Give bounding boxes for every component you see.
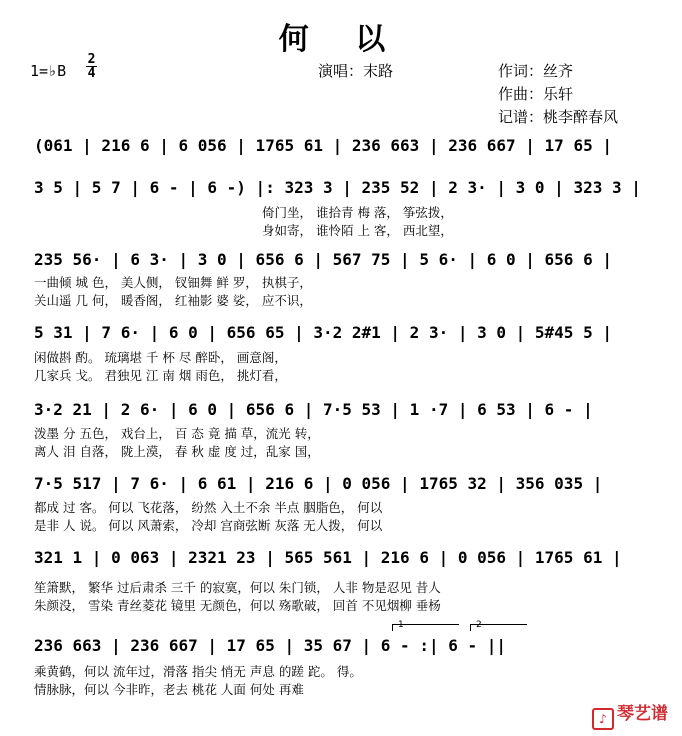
song-title: 何 以: [278, 22, 404, 57]
score-row-7-notes: 321 1 | 0 063 | 2321 23 | 565 561 | 216 6 | 0 056 | 1765 61 |: [34, 548, 622, 567]
transcriber-credit: 记谱：桃李醉春风: [498, 108, 619, 126]
score-row-5-notes: 3·2 21 | 2 6· | 6 0 | 656 6 | 7·5 53 | 1 ·7 | 6 53 | 6 - |: [34, 400, 593, 419]
singer-credit: 演唱：末路: [318, 62, 394, 80]
score-row-8-lyrics-verse2: 情脉脉，何以 今非昨，老去 桃花 人面 何处 再难: [34, 682, 304, 697]
score-row-3-lyrics-verse1: 一曲倾 城 色， 美人侧， 钗钿舞 鲜 罗， 执棋子，: [34, 275, 312, 290]
score-row-6-lyrics-verse2: 是非 人 说。 何以 风萧索， 冷却 宫商弦断 灰落 无人拨， 何以: [34, 518, 383, 533]
key-signature: 1=♭B: [30, 62, 67, 80]
score-row-5-lyrics-verse2: 离人 泪 自落， 陇上漠， 春 秋 虚 度 过，乱家 国，: [34, 444, 320, 459]
score-row-6-notes: 7·5 517 | 7 6· | 6 61 | 216 6 | 0 056 | 1765 32 | 356 035 |: [34, 474, 603, 493]
score-row-6-lyrics-verse1: 都成 过 客。 何以 飞花落， 纷然 入土不余 半点 胭脂色， 何以: [34, 500, 383, 515]
score-row-5-lyrics-verse1: 泼墨 分 五色， 戏台上， 百 态 竟 描 草，流光 转，: [34, 426, 320, 441]
volta-first-bracket: [392, 624, 459, 631]
score-row-7-lyrics-verse2: 朱颜没， 雪染 青丝菱花 镜里 无颜色，何以 殇歌破， 回首 不见烟柳 垂杨: [34, 598, 441, 613]
time-signature-denominator: 4: [87, 66, 96, 81]
score-row-4-lyrics-verse1: 闲做斟 酌。 琉璃堪 千 杯 尽 醉卧， 画意阁，: [34, 350, 287, 365]
volta-first-label: 1: [398, 620, 404, 630]
volta-second-label: 2: [476, 620, 482, 630]
watermark-logo: [592, 699, 668, 730]
volta-second-bracket: [470, 624, 527, 631]
score-row-2-notes: 3 5 | 5 7 | 6 - | 6 -) |: 323 3 | 235 52 | 2 3· | 3 0 | 323 3 |: [34, 178, 641, 197]
score-row-2-lyrics-verse2: 身如寄， 谁怜陌 上 客， 西北望，: [262, 223, 453, 238]
watermark-text: 琴艺谱: [617, 704, 668, 724]
score-row-4-notes: 5 31 | 7 6· | 6 0 | 656 65 | 3·2 2#1 | 2 3· | 3 0 | 5#45 5 |: [34, 323, 612, 342]
lyricist-credit: 作词：丝齐: [498, 62, 574, 80]
score-row-7-lyrics-verse1: 笙箫默， 繁华 过后肃杀 三千 的寂寞，何以 朱门锁， 人非 物是忍见 昔人: [34, 580, 441, 595]
score-row-8-lyrics-verse1: 乘黄鹤，何以 流年过，滑落 指尖 悄无 声息 的蹉 跎。 得。: [34, 664, 362, 679]
logo-icon: ♪: [592, 708, 614, 730]
score-row-4-lyrics-verse2: 几家兵 戈。 君独见 江 南 烟 雨色， 挑灯看，: [34, 368, 287, 383]
time-signature-numerator: 2: [87, 52, 96, 67]
score-row-3-notes: 235 56· | 6 3· | 3 0 | 656 6 | 567 75 | 5 6· | 6 0 | 656 6 |: [34, 250, 612, 269]
composer-credit: 作曲：乐轩: [498, 85, 574, 103]
score-row-1-notes: (061 | 216 6 | 6 056 | 1765 61 | 236 663 | 236 667 | 17 65 |: [34, 136, 612, 155]
time-signature: [86, 54, 97, 79]
score-row-2-lyrics-verse1: 倚门坐， 谁拾青 梅 落， 筝弦拨，: [262, 205, 453, 220]
score-row-8-notes: 236 663 | 236 667 | 17 65 | 35 67 | 6 - :| 6 - ||: [34, 636, 507, 655]
score-row-3-lyrics-verse2: 关山遥 几 何， 暖香阁， 红袖影 婆 娑， 应不识，: [34, 293, 312, 308]
